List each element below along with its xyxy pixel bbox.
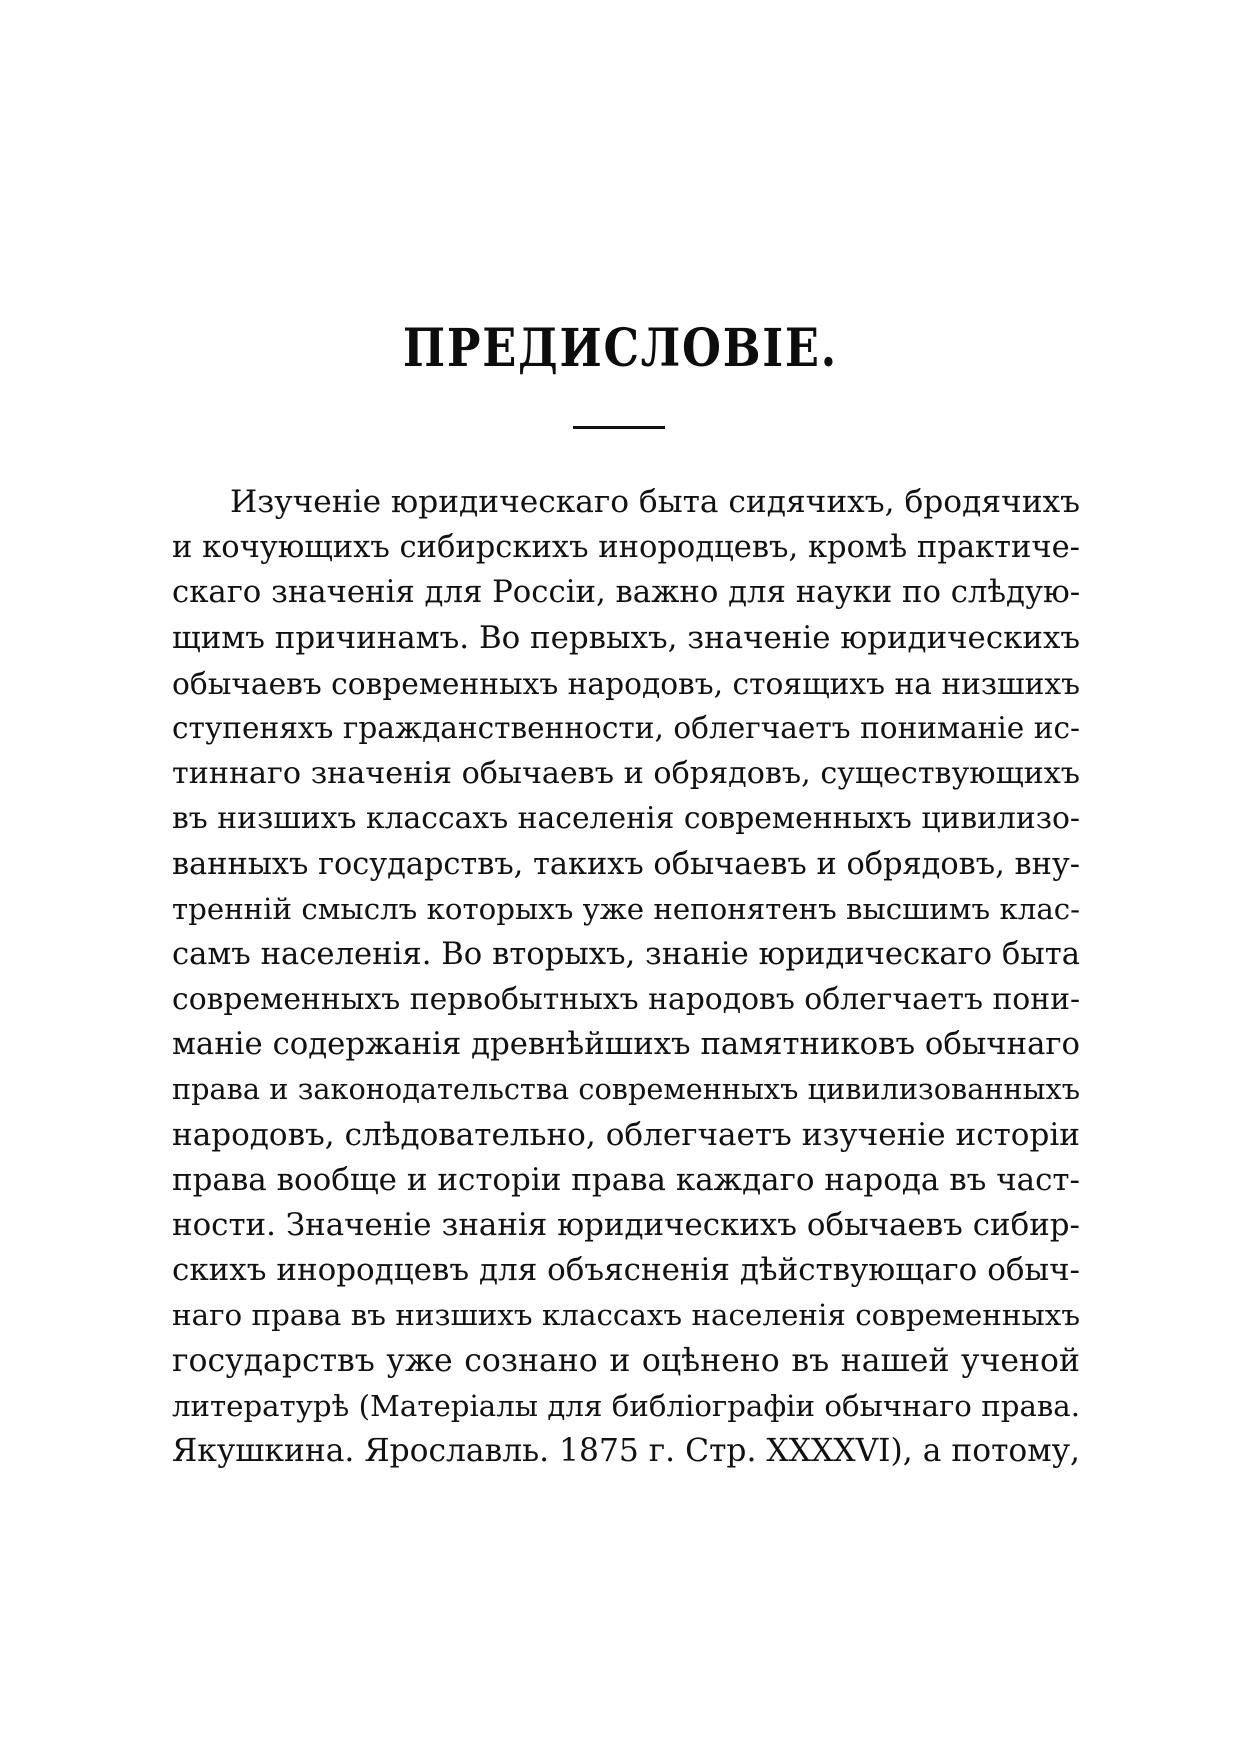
text-line: права и законодательства современныхъ цивилизованныхъ <box>172 1072 1080 1107</box>
text-line: въ низшихъ классахъ населенія современныхъ цивилизо- <box>172 801 1080 837</box>
text-line: ступеняхъ гражданственности, облегчаетъ пониманіе ис- <box>172 710 1080 745</box>
text-line: скаго значенія для Россіи, важно для науки по слѣдую- <box>172 574 1081 611</box>
page-title: ПРЕДИСЛОВІЕ. <box>402 318 838 379</box>
title-divider <box>573 426 665 429</box>
text-line: наго права въ низшихъ классахъ населенія современныхъ <box>172 1298 1080 1333</box>
text-line: щимъ причинамъ. Во первыхъ, значеніе юридическихъ <box>172 619 1081 656</box>
text-line: современныхъ первобытныхъ народовъ облегчаетъ пони- <box>172 982 1081 1018</box>
text-line: маніе содержанія древнѣйшихъ памятниковъ обычнаго <box>172 1026 1080 1063</box>
text-line: и кочующихъ сибирскихъ инородцевъ, кромѣ практиче- <box>172 530 1080 566</box>
text-line: права вообще и исторіи права каждаго народа въ част- <box>172 1161 1080 1198</box>
text-line: литературѣ (Матеріалы для библіографіи обычнаго права. <box>172 1388 1080 1423</box>
text-line: народовъ, слѣдовательно, облегчаетъ изученіе исторіи <box>172 1116 1080 1153</box>
text-line: самъ населенія. Во вторыхъ, знаніе юридическаго быта <box>172 936 1080 972</box>
text-line: тренній смыслъ которыхъ уже непонятенъ высшимъ клас- <box>172 891 1080 926</box>
text-line: ванныхъ государствъ, такихъ обычаевъ и обрядовъ, вну- <box>172 846 1080 882</box>
text-line: ности. Значеніе знанія юридическихъ обычаевъ сибир- <box>172 1207 1080 1243</box>
text-line: Изученіе юридическаго быта сидячихъ, бродячихъ <box>230 484 1080 520</box>
text-line: обычаевъ современныхъ народовъ, стоящихъ на низшихъ <box>172 665 1080 701</box>
text-line: государствъ уже сознано и оцѣнено въ нашей ученой <box>172 1342 1080 1379</box>
text-line: тиннаго значенія обычаевъ и обрядовъ, существующихъ <box>172 756 1080 792</box>
preface-paragraph <box>172 480 1080 1474</box>
text-line: скихъ инородцевъ для объясненія дѣйствующаго обыч- <box>172 1252 1080 1289</box>
text-line: Якушкина. Ярославль. 1875 г. Стр. XXXXVI), а потому, <box>172 1432 1080 1469</box>
